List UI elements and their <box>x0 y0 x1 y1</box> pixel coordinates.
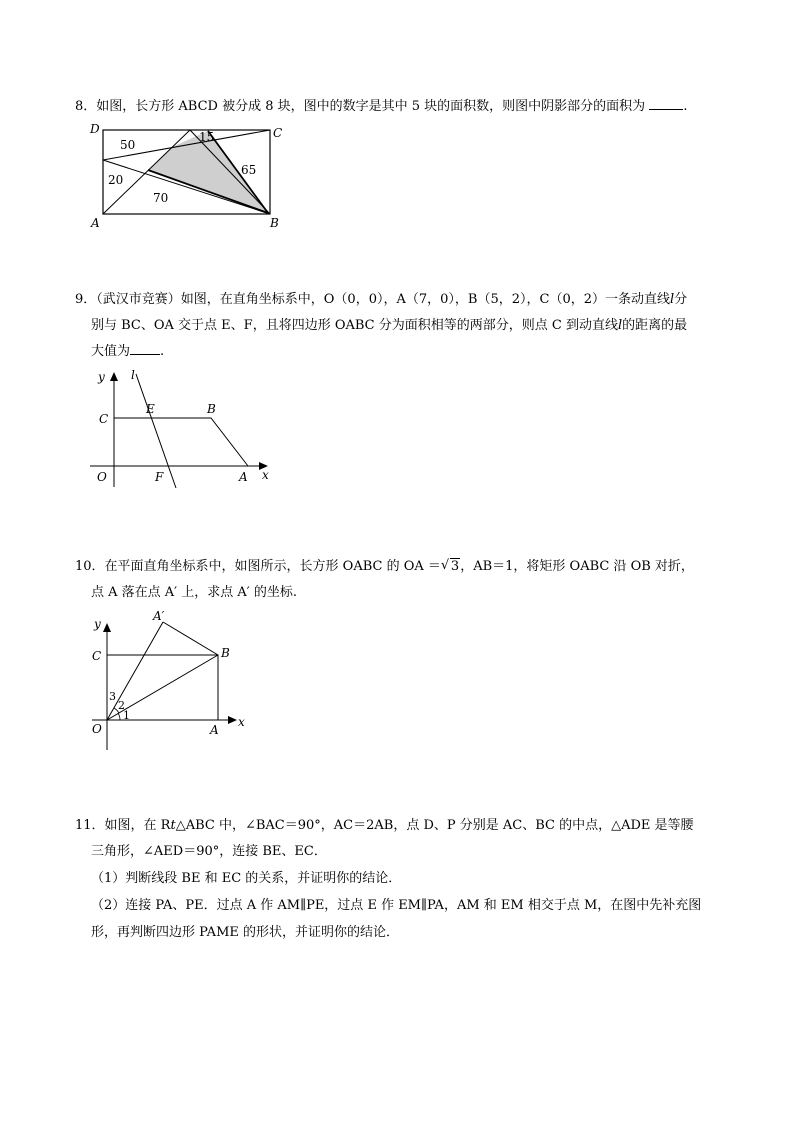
q10-label-Aprime: A′ <box>153 609 165 623</box>
q10-line2-text: 点 A 落在点 A′ 上，求点 A′ 的坐标. <box>91 585 297 600</box>
q8-area-65: 65 <box>241 163 257 177</box>
q8-figure <box>88 120 298 235</box>
q10-line2 <box>91 583 297 602</box>
q9-line2 <box>91 316 687 335</box>
q9-line2-end: 的距离的最 <box>622 318 688 333</box>
q9-figure <box>88 365 278 490</box>
q10-angle-2: 2 <box>118 699 125 712</box>
q9-y-arrow <box>110 372 118 381</box>
q10-sqrt <box>441 557 460 576</box>
q9-line3 <box>91 342 164 361</box>
q10-label-O: O <box>92 722 102 736</box>
q9-quadrilateral <box>114 418 248 466</box>
q9-label-C: C <box>99 412 109 426</box>
q10-line1-rest: ，AB＝1，将矩形 OABC 沿 OB 对折， <box>460 559 694 574</box>
q10-sqrt-val: 3 <box>450 559 460 574</box>
q11-italic-t: t <box>170 818 176 833</box>
q11-line3 <box>91 869 401 888</box>
q8-label-C: C <box>273 126 283 140</box>
q9-end: . <box>160 344 165 359</box>
q8-label-B: B <box>270 216 279 230</box>
q11-part1: （1）判断线段 BE 和 EC 的关系，并证明你的结论． <box>91 871 402 886</box>
q10-label-C: C <box>92 649 102 663</box>
q8-area-20: 20 <box>108 173 124 187</box>
q11-line1-a: 11．如图，在 R <box>75 818 171 833</box>
q10-segment-AprimeB <box>163 622 218 655</box>
q9-label-l: l <box>131 368 135 382</box>
q9-line-l-2: l <box>617 318 623 333</box>
q11-part2-cont: 形，再判断四边形 PAME 的形状，并证明你的结论． <box>91 925 400 940</box>
q8-area-15: 15 <box>199 130 215 144</box>
q9-label-B: B <box>207 402 216 416</box>
q9-label-A: A <box>239 470 248 484</box>
q10-segment-OAprime <box>107 622 163 720</box>
q10-x-arrow <box>228 716 237 724</box>
q9-label-O: O <box>97 470 107 484</box>
q9-label-E: E <box>146 402 155 416</box>
q9-line1-text: 9．（武汉市竞赛）如图，在直角坐标系中，O（0，0），A（7，0），B（5，2），C（0，2）一条动直线 <box>75 292 670 307</box>
q8-area-50: 50 <box>120 138 136 152</box>
q8-answer-blank[interactable] <box>649 97 683 110</box>
q11-line2-text: 三角形，∠AED＝90°，连接 BE、EC． <box>91 844 327 859</box>
q10-label-B: B <box>221 646 230 660</box>
q11-line5 <box>91 923 399 942</box>
q9-line-l: l <box>670 292 675 307</box>
q10-label-x: x <box>238 715 245 729</box>
q9-answer-blank[interactable] <box>130 342 160 355</box>
q8-text <box>75 97 687 116</box>
q9-line2-text: 别与 BC、OA 交于点 E、F，且将四边形 OABC 分为面积相等的两部分，则点 C 到动直线 <box>91 318 618 333</box>
q10-figure <box>88 605 253 755</box>
q10-y-arrow <box>103 623 111 632</box>
q10-label-y: y <box>94 617 101 631</box>
q11-line2 <box>91 842 327 861</box>
q10-line1-text: 10．在平面直角坐标系中，如图所示，长方形 OABC 的 OA ＝ <box>75 559 441 574</box>
q8-area-70: 70 <box>153 191 169 205</box>
q10-line1 <box>75 557 694 576</box>
q11-line1-b: △ABC 中，∠BAC＝90°，AC＝2AB，点 D、P 分别是 AC、BC 的中点，△ADE 是等腰 <box>175 818 694 833</box>
q10-angle-3: 3 <box>109 690 116 703</box>
q11-part2: （2）连接 PA、PE．过点 A 作 AM∥PE，过点 E 作 EM∥PA，AM 和 EM 相交于点 M，在图中先补充图 <box>91 898 702 913</box>
q10-angle-1: 1 <box>123 709 130 722</box>
q9-label-x: x <box>262 468 269 482</box>
q8-stem: 8．如图，长方形 ABCD 被分成 8 块，图中的数字是其中 5 块的面积数，则图中阴影部分的面积为 <box>75 99 646 114</box>
q8-label-D: D <box>90 122 100 136</box>
q8-label-A: A <box>91 216 100 230</box>
q11-line1 <box>75 816 694 835</box>
q9-line1-end: 分 <box>674 292 688 307</box>
q11-line4 <box>91 896 701 915</box>
q9-label-F: F <box>155 470 164 484</box>
q8-end: . <box>683 99 688 114</box>
q9-label-y: y <box>98 370 105 384</box>
q9-line3-text: 大值为 <box>91 344 131 359</box>
q10-angle-arc-1 <box>118 713 120 720</box>
q10-label-A: A <box>210 723 219 737</box>
q9-line1 <box>75 290 687 309</box>
